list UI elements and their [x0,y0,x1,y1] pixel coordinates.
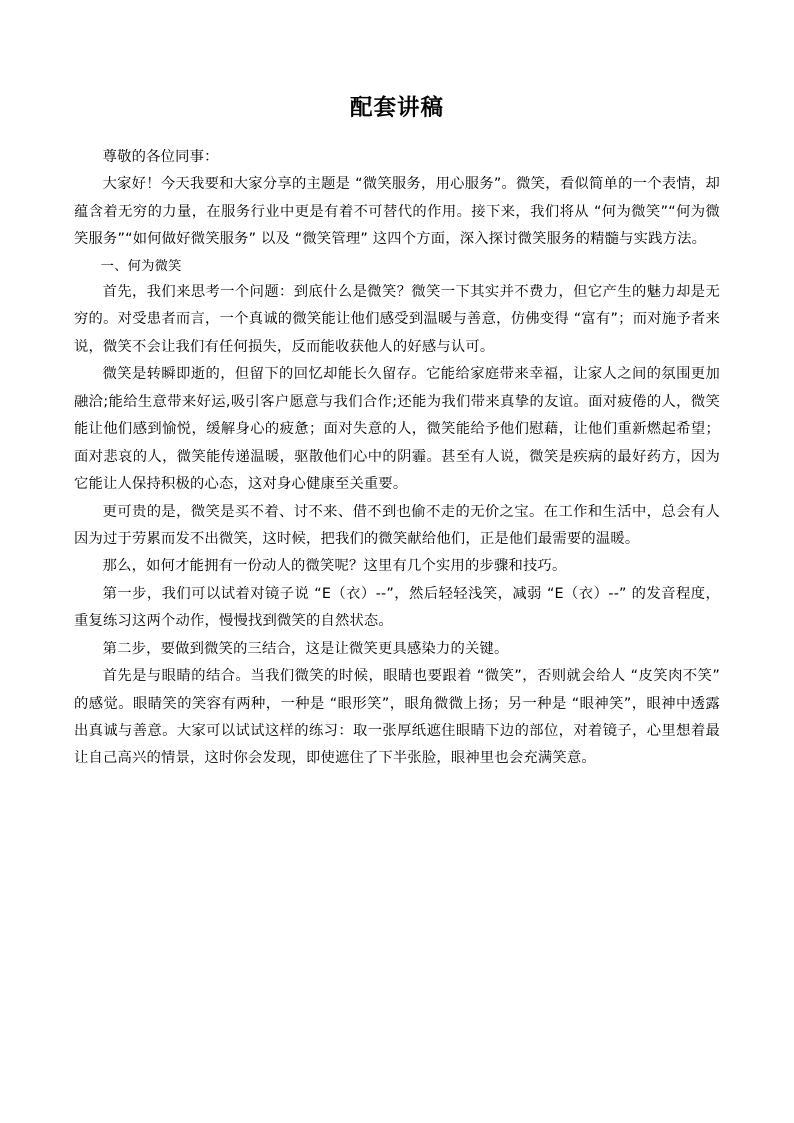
body-paragraph-4: 那么，如何才能拥有一份动人的微笑呢？这里有几个实用的步骤和技巧。 [102,558,567,575]
body-paragraph-5: 第一步，我们可以试着对镜子说 “E（衣）--”，然后轻轻浅笑，减弱 “E（衣）--” 的发音程度，重复练习这两个动作，慢慢找到微笑的自然状态。 [74,585,720,630]
salutation-paragraph: 尊敬的各位同事： [102,148,219,165]
section-heading-one: 一、何为微笑 [100,258,182,274]
body-paragraph-6: 第二步，要做到微笑的三结合，这是让微笑更具感染力的关键。 [102,640,509,657]
body-paragraph-7: 首先是与眼睛的结合。当我们微笑的时候，眼睛也要跟着 “微笑”，否则就会给人 “皮笑肉不笑” 的感觉。眼睛笑的笑容有两种，一种是 “眼形笑”，眼角微微上扬；另一种是 “眼神笑”，眼神中透露出真诚与善意。大家可以试试这样的练习：取一张厚纸遮住眼睛下边的部位，对着镜子，心里想着最让自己高兴的情景，这时你会发现，即使遮住了下半张脸，眼神里也会充满笑意。 [74,668,720,767]
body-paragraph-3: 更可贵的是，微笑是买不着、讨不来、借不到也偷不走的无价之宝。在工作和生活中，总会有人因为过于劳累而发不出微笑，这时候，把我们的微笑献给他们，正是他们最需要的温暖。 [74,503,720,547]
body-paragraph-2: 微笑是转瞬即逝的，但留下的回忆却能长久留存。它能给家庭带来幸福，让家人之间的氛围更加融洽;能给生意带来好运,吸引客户愿意与我们合作;还能为我们带来真挚的友谊。面对疲倦的人，微笑能让他们感到愉悦，缓解身心的疲惫；面对失意的人，微笑能给予他们慰藉，让他们重新燃起希望；面对悲哀的人，微笑能传递温暖，驱散他们心中的阴霾。甚至有人说，微笑是疾病的最好药方，因为它能让人保持积极的心态，这对身心健康至关重要。 [74,366,720,493]
intro-paragraph: 大家好！今天我要和大家分享的主题是 “微笑服务，用心服务”。微笑，看似简单的一个表情，却蕴含着无穷的力量，在服务行业中更是有着不可替代的作用。接下来，我们将从 “何为微笑”“何为微笑服务”“如何做好微笑服务” 以及 “微笑管理” 这四个方面，深入探讨微笑服务的精髓与实践方法。 [74,176,720,248]
body-paragraph-1: 首先，我们来思考一个问题：到底什么是微笑？微笑一下其实并不费力，但它产生的魅力却是无穷的。对受患者而言，一个真诚的微笑能让他们感受到温暖与善意，仿佛变得 “富有”；而对施予者来说，微笑不会让我们有任何损失，反而能收获他人的好感与认可。 [74,284,720,355]
page-title: 配套讲稿 [349,95,444,121]
